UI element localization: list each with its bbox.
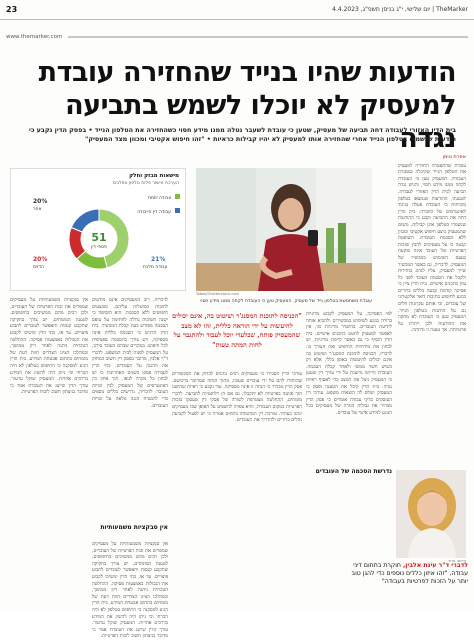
infobox-subtitle: הערכת אישור פלות טלפון טפלגים [112,181,179,186]
legend-swatch-1 [175,194,180,199]
article-column-3 [172,372,302,602]
subheadline: בית הדין האזורי לעבודה דחה תביעה של מעסיק, שטען כי עובדת לשעבר נטלה ממנו מידע חסוי כשהחזירה את הטלפון הנייד • בפסק הדין נקבע כי הודעות שנשמרו בטלפון הנייד אחרי שהחזירה אותו למעסיק לא יהיו קבילות כראיות • "זהו חיפוש אקטיבי ומכוון מצד המעסיק" [28,126,456,143]
article-column-4b [92,542,168,640]
center-text: פספי דין [91,245,107,250]
center-value: 51 [91,231,107,244]
portrait-illustration [396,470,466,558]
label-pct-blue: 21% [151,256,166,263]
quote-speaker: לדברי ד"ר עינת אלבין, [402,562,468,569]
photo-credit: Tobes/Shutterstock.com [196,292,240,296]
label-pct-other: 20% [33,198,48,205]
divider [68,36,468,38]
label-pct-red: 20% [33,256,48,263]
column-text: עובדת שהתפטרה החזירה למעסיק את הטלפון הנייד שקיבלה במסגרת העבודה. המעסיק טען כי העובדת לקחה ממנו מידע חסוי, והגיש נגדה תביעה לבית הדין האזורי לעבודה. לטענתו, ההודעות שנמצאו בטלפון מוכיחות כי העובדת פעלה בניגוד לאינטרסים של החברה. בית הדין דחה את התביעה וקבע כי ההודעות שנשמרו בטלפון אינן קבילות, משום שהמעסיק ביצע חיפוש אקטיבי ומכוון ללא הסכמת העובדת. השופטת קבעה כי על מעסיקים להבין שזכות הפרטיות של העובד אינה פוקעת בעצם השימוש במכשיר של המעסיק. לדבריה, גם כאשר המכשיר שייך למעסיק, עליו לנהוג בזהירות ולקבל את הסכמת העובד לפני כל עיון בתכנים אישיים. בית הדין ציין כי פסיקה קודמת קבעה כללים ברורים בנוגע לחיפוש בתיבות דואר אלקטרוני של עובדים, וכי אותם עקרונות חלים גם על הודעות בטלפון הנייד. המעסיק טען כי העובדת לא מחקה את ההודעות ולכן ויתרה על פרטיותה, אך טענה זו נדחתה. [398,163,466,334]
pie-slice-3 [71,209,99,232]
quote-text: חוקרת בתחום דיני עבודה, "זהו איזון כללים נוספים כדי להגן טוב יותר על הזכות לפרטיות בעבודה" [351,562,468,586]
headline: הודעות שהיו בנייד שהחזירה עובדת למעסיק לא יוכלו לשמש בתביעה נגדה [38,57,456,154]
label-text-red: הדזים [33,265,44,270]
infobox [10,168,186,291]
sidehead-sanctions: אין סבקציות משמעותיות [100,524,168,531]
byline: אפרת נוימן [442,154,466,160]
page-number: 23 [6,5,18,14]
legend-label-1: צבודה יוזמת [147,196,171,201]
sidehead-employee-consent: נדרשת הסכמה של העובדים [306,468,392,476]
photo-illustration [196,168,372,291]
masthead-line: TheMarker | יום שלישי, י"ג בניסן תשפ"ג, 4.4.2023 [332,6,468,13]
portrait-photo [396,470,466,558]
article-column-4 [92,298,168,520]
bottom-quote [350,562,468,587]
column-text: לפי הפסיקה, על המעסיק לקבוע מדיניות ברורה בנוגע לשימוש במכשירים ולהביא אותה לידיעת העובדים. בהיעדר מדיניות כזו, אין לאפשר למעסיק לחטט בתכנים אישיים. בית הדין הוסיף כי גם כאשר קיימת מדיניות, יש לבחון את מידתיות החיפוש ואת הצורך בו. לדבריו, הכניסה לתוכנת המסנג'ר ושיטוט בה אינם יכולים להיעשות באופן כללי, אלא רק כשיש חשד ממשי ולאחר קבלת הסכמה. העובדת הייתה מיוצגת על ידי עורך דין שטען כי המעסיק ניצל את המצב כדי לאסוף ראיות נגדה. בית הדין קיבל את הטענה ופסק כי המעסיק ישלם לה הוצאות משפט. עורכי דין העוסקים בדיני עבודה אומרים כי פסק הדין מבהיר את גבולות הגזרה של מעסיקים בכל הנוגע למידע אישי של עובדים. [306,312,392,416]
photo-caption: עובדת משתמשת בטלפון נייד של מעסיק. המעסיק טען כי העובדת לקחה ממנו מידע חסוי [200,299,372,304]
column-text: אין סנקציות משמעותיות על מעסיקים שמפרים את זכות הפרטיות של העובדים, ולכן רבים מהם ממשיכים בחיפושים. לטענת המומחים, יש צורך בחקיקה שתקבע קנסות ותאפשר לעובדים לתבוע פיצויים. עד אז, בתי הדין ימשיכו לקבוע את הגבולות באמצעות פסיקה. ההחלטה הנוכחית ניתנה לאחר דיון ממושך, ובמהלכו הציגו הצדדים חוות דעת של מומחים בתחום אבטחת המידע. בית הדין הגיע למסקנה כי החיפוש בטלפון לא היה הכרחי וכי ניתן היה להשיג את המידע בדרכים אחרות. המעסיק שוקל ערעור. עורך הדין שייצג את העובדת אמר כי מדובר בניצחון חשוב לזכות הפרטיות. [10,298,88,396]
pull-quote: "הכניסה לתוכנת המסנג'ר ושיטוט בה, אינם יכולים להיעשות על ידי הוראה כללית, זהו לא מצב שהמעסיק פותח, שבלעדי יוכל לעבוד ולהתגבר על לחות המתה טעות" [172,312,302,349]
infobox-title: מישאות מבזק וחלק [129,173,179,179]
masthead-bar [0,0,474,20]
article-photo [196,168,372,291]
portrait-credit: צילום: פרטי [447,559,466,563]
column-text: לדבריה, רוב המעסיקים אינם מודעים לחובות המוטלות עליהם, ומבצעים חיפושים ללא הסכמה. היא הוסיפה כי ישנה חשיבות גדולה לחתימה על טופס הסכמה מפורש בעת קבלת המכשיר. בית הדין הדגיש כי הסכמה כללית אינה מספיקה, ויש צורך בהסכמה ספציפית לכל חיפוש. במקרים שבהם העובד סירב, על המעסיק לפנות לבית המשפט. לדברי ד"ר אלבין, מדובר בפסק דין חשוב המחזק את ההגנה על העובדים. בתי הדין לעבודה פסקו בשנים האחרונות כי יש לבחון כל מקרה לגופו, תוך איזון בין האינטרסים של המעסיק לבין זכויות העובד. לדבריה, נדרשים כללים נוספים כדי להבטיח הגנה מלאה על זכויות העובדים. [92,298,168,409]
website-url: www.themarker.com [6,34,63,40]
column-text: עורכי הדין הסבירו כי מעסיקים רבים נוהגים לבדוק את המכשירים שהוחזרו להם על ידי עובדים שעזבו, מתוך הנחה שמדובר ברכושם. פסק הדין מבהיר כי הנחה זו אינה מספיקה. עוד נקבע כי ראיות שהושגו תוך פגיעה בפרטיות לא יתקבלו, גם אם הן רלוונטיות לתביעה. לדברי מומחים, ההחלטה מצטרפת לשורה של פסקי דין שעסקו בזכות הפרטיות במקום העבודה, והיא צפויה להשפיע על האופן שבו מעסיקים ינהגו בעתיד. עורכת דין המתמחה בתחום אמרה כי יש לפעול לקביעת נהלים ברורים ולהדריך את העובדים. [172,372,302,424]
article-column-2 [306,312,392,602]
article-column-1 [398,154,466,470]
article-column-5 [10,298,88,604]
legend-label-2: עבודה דין הייבודה [137,210,171,215]
label-text-other: אחר [33,207,42,212]
column-text: אין סנקציות משמעותיות על מעסיקים שמפרים את זכות הפרטיות של העובדים, ולכן רבים מהם ממשיכים בחיפושים. לטענת המומחים, יש צורך בחקיקה שתקבע קנסות ותאפשר לעובדים לתבוע פיצויים. עד אז, בתי הדין ימשיכו לקבוע את הגבולות באמצעות פסיקה. ההחלטה הנוכחית ניתנה לאחר דיון ממושך, ובמהלכו הציגו הצדדים חוות דעת של מומחים בתחום אבטחת המידע. בית הדין הגיע למסקנה כי החיפוש בטלפון לא היה הכרחי וכי ניתן היה להשיג את המידע בדרכים אחרות. המעסיק שוקל ערעור. עורך הדין שייצג את העובדת אמר כי מדובר בניצחון חשוב לזכות הפרטיות. [92,542,168,640]
website-bar [6,30,468,44]
label-text-blue: עבודה מלכת [143,265,168,270]
pie-chart [11,169,187,292]
legend-swatch-2 [175,208,180,213]
